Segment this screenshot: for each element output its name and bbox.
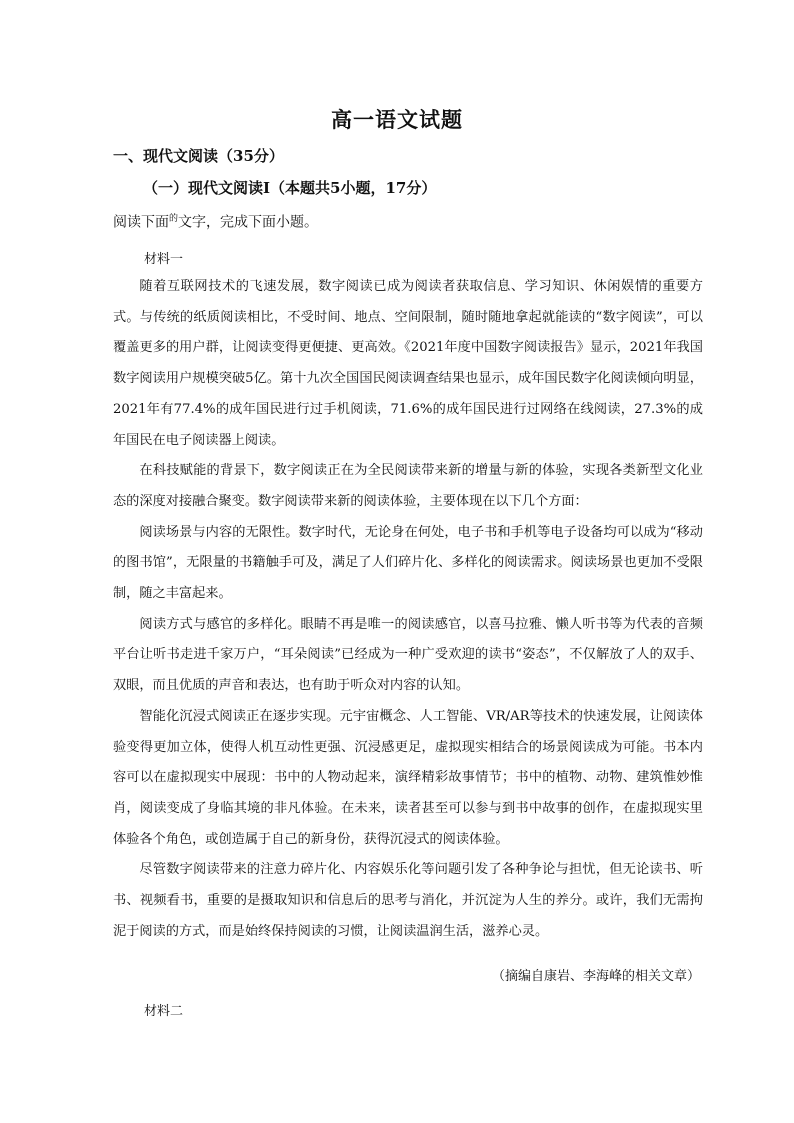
instruction-text-pre: 阅读下面 — [113, 214, 169, 231]
instruction-superscript: 的 — [169, 214, 179, 224]
subsection-heading: （一）现代文阅读Ⅰ（本题共5小题，17分） — [143, 179, 437, 197]
paragraph: 智能化沉浸式阅读正在逐步实现。元宇宙概念、人工智能、VR/AR等技术的快速发展，让阅读体验变得更加立体，使得人机互动性更强、沉浸感更足，虚拟现实相结合的场景阅读成为可能。书本内容可以在虚拟现实中展现：书中的人物动起来，演绎精彩故事情节；书中的植物、动物、建筑惟妙惟肖，阅读变成了身临其境的非凡体验。在未来，读者甚至可以参与到书中故事的创作，在虚拟现实里体验各个角色，或创造属于自己的新身份，获得沉浸式的阅读体验。 — [113, 708, 703, 847]
paragraph: 阅读方式与感官的多样化。眼睛不再是唯一的阅读感官，以喜马拉雅、懒人听书等为代表的音频平台让听书走进千家万户，“耳朵阅读”已经成为一种广受欢迎的读书“姿态”，不仅解放了人的双手、双眼，而且优质的声音和表达，也有助于听众对内容的认知。 — [113, 616, 703, 694]
instruction-text-post: 文字，完成下面小题。 — [178, 214, 319, 231]
paragraph: 尽管数字阅读带来的注意力碎片化、内容娱乐化等问题引发了各种争论与担忧，但无论读书、听书、视频看书，重要的是摄取知识和信息后的思考与消化，并沉淀为人生的养分。或许，我们无需拘泥于阅读的方式，而是始终保持阅读的习惯，让阅读温润生活，滋养心灵。 — [113, 862, 703, 939]
material-one-label: 材料一 — [144, 252, 184, 267]
paragraph: 阅读场景与内容的无限性。数字时代，无论身在何处，电子书和手机等电子设备均可以成为“移动的图书馆”，无限量的书籍触手可及，满足了人们碎片化、多样化的阅读需求。阅读场景也更加不受限制，随之丰富起来。 — [113, 524, 703, 602]
material-one-body — [113, 272, 703, 947]
material-two-label: 材料二 — [144, 1004, 184, 1019]
paragraph: 在科技赋能的背景下，数字阅读正在为全民阅读带来新的增量与新的体验，实现各类新型文化业态的深度对接融合聚变。数字阅读带来新的阅读体验，主要体现在以下几个方面： — [113, 463, 703, 509]
exam-title: 高一语文试题 — [331, 107, 463, 132]
paragraph: 随着互联网技术的飞速发展，数字阅读已成为阅读者获取信息、学习知识、休闲娱情的重要方式。与传统的纸质阅读相比，不受时间、地点、空间限制，随时随地拿起就能读的“数字阅读”，可以覆盖更多的用户群，让阅读变得更便捷、更高效。《2021年度中国数字阅读报告》显示，2021年我国数字阅读用户规模突破5亿。第十九次全国国民阅读调查结果也显示，成年国民数字化阅读倾向明显，2021年有77.4%的成年国民进行过手机阅读，71.6%的成年国民进行过网络在线阅读，27.3%的成年国民在电子阅读器上阅读。 — [113, 279, 703, 448]
section-heading: 一、现代文阅读（35分） — [113, 147, 284, 165]
source-citation: （摘编自康岩、李海峰的相关文章） — [491, 969, 700, 984]
reading-instruction — [113, 211, 318, 232]
